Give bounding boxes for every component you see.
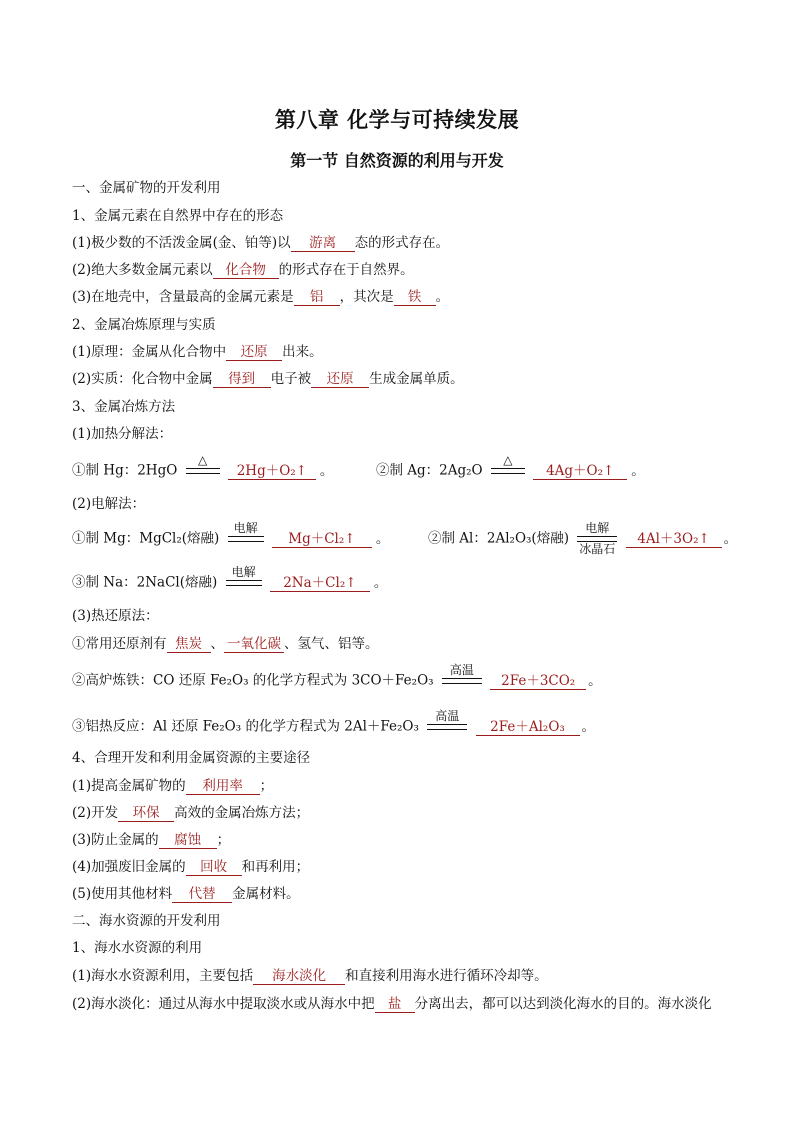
heading-smelting-principle: 2、金属冶炼原理与实质 [72,317,216,333]
reaction-condition: 电解 [226,566,262,600]
answer-blank: 2Hg＋O₂↑ [228,463,316,480]
answer-blank: 一氧化碳 [224,636,284,653]
answer-blank: 铝 [294,289,340,306]
reaction-condition: 电解 冰晶石 [579,521,616,556]
answer-blank: 还原 [226,344,282,361]
text-line: (1)海水水资源利用，主要包括 海水淡化 和直接利用海水进行循环冷却等。 [72,968,548,984]
text-line: (1)提高金属矿物的 利用率 ； [72,778,274,794]
equation-row: ②高炉炼铁：CO 还原 Fe₂O₃ 的化学方程式为 3CO＋Fe₂O₃ 高温 2Fe＋3CO₂ 。 [72,664,752,696]
text-line: (2)开发 环保 高效的金属冶炼方法； [72,805,310,821]
answer-blank: 得到 [213,371,271,388]
equation-row: ①制 Mg：MgCl₂(熔融) 电解 Mg＋Cl₂↑ 。 ②制 Al：2Al₂O₃(熔融) 电解 冰晶石 4Al＋3O₂↑ 。 [72,521,738,556]
answer-blank: 回收 [186,859,242,876]
answer-blank: 利用率 [186,778,260,795]
answer-blank: Mg＋Cl₂↑ [272,531,372,548]
text-line: (3)防止金属的 腐蚀 ； [72,832,231,848]
answer-blank: 盐 [375,996,415,1013]
answer-blank: 环保 [118,805,174,822]
text-line: (1)原理：金属从化合物中 还原 出来。 [72,344,323,360]
section-title: 第一节 自然资源的利用与开发 [290,151,504,170]
text-line: (2)实质：化合物中金属 得到 电子被 还原 生成金属单质。 [72,371,464,387]
text-line: ①常用还原剂有 焦炭 、 一氧化碳 、氢气、铝等。 [72,636,379,652]
equation-row: ③制 Na：2NaCl(熔融) 电解 2Na＋Cl₂↑ 。 [72,566,752,596]
equation-row: ③铝热反应：Al 还原 Fe₂O₃ 的化学方程式为 2Al＋Fe₂O₃ 高温 2Fe＋Al₂O₃ 。 [72,710,752,742]
answer-blank: 2Na＋Cl₂↑ [270,575,370,592]
answer-blank: 铁 [394,289,436,306]
equation-row: ①制 Hg：2HgO △ 2Hg＋O₂↑ 。 ②制 Ag：2Ag₂O △ 4Ag＋O₂↑ 。 [72,454,752,484]
heading-resource-use: 4、合理开发和利用金属资源的主要途径 [72,750,311,766]
answer-blank: 游离 [291,235,355,252]
answer-blank: 腐蚀 [159,832,217,849]
heading-existence-forms: 1、金属元素在自然界中存在的形态 [72,208,284,224]
answer-blank: 海水淡化 [253,968,345,985]
reaction-condition: 高温 [427,710,467,744]
answer-blank: 还原 [311,371,369,388]
reaction-condition: △ [186,454,220,488]
reaction-condition: 电解 [228,522,264,556]
heading-electrolysis: (2)电解法： [72,496,146,512]
heading-seawater: 二、海水资源的开发利用 [72,913,221,929]
chapter-title: 第八章 化学与可持续发展 [274,108,520,132]
heading-seawater-water-resource: 1、海水水资源的利用 [72,940,203,956]
heading-metal-minerals: 一、金属矿物的开发利用 [72,180,221,196]
text-line: (5)使用其他材料 代替 金属材料。 [72,886,300,902]
answer-blank: 2Fe＋Al₂O₃ [476,719,580,736]
answer-blank: 代替 [172,886,232,903]
text-line: (1)极少数的不活泼金属(金、铂等)以 游离 态的形式存在。 [72,235,450,251]
answer-blank: 4Al＋3O₂↑ [626,531,722,548]
answer-blank: 2Fe＋3CO₂ [490,673,586,690]
text-line: (2)绝大多数金属元素以 化合物 的形式存在于自然界。 [72,262,414,278]
reaction-condition: 高温 [442,664,482,698]
heading-smelting-methods: 3、金属冶炼方法 [72,399,176,415]
reaction-condition: △ [491,454,525,488]
text-line: (4)加强废旧金属的 回收 和再利用； [72,859,310,875]
answer-blank: 化合物 [213,262,279,279]
text-line: (2)海水淡化：通过从海水中提取淡水或从海水中把 盐 分离出去，都可以达到淡化海水的目的。海水淡化 [72,996,712,1012]
heading-thermal-decomposition: (1)加热分解法： [72,426,173,442]
answer-blank: 4Ag＋O₂↑ [533,463,627,480]
text-line: (3)在地壳中，含量最高的金属元素是 铝 ，其次是 铁 。 [72,289,450,305]
answer-blank: 焦炭 [167,636,211,653]
heading-thermal-reduction: (3)热还原法： [72,608,159,624]
